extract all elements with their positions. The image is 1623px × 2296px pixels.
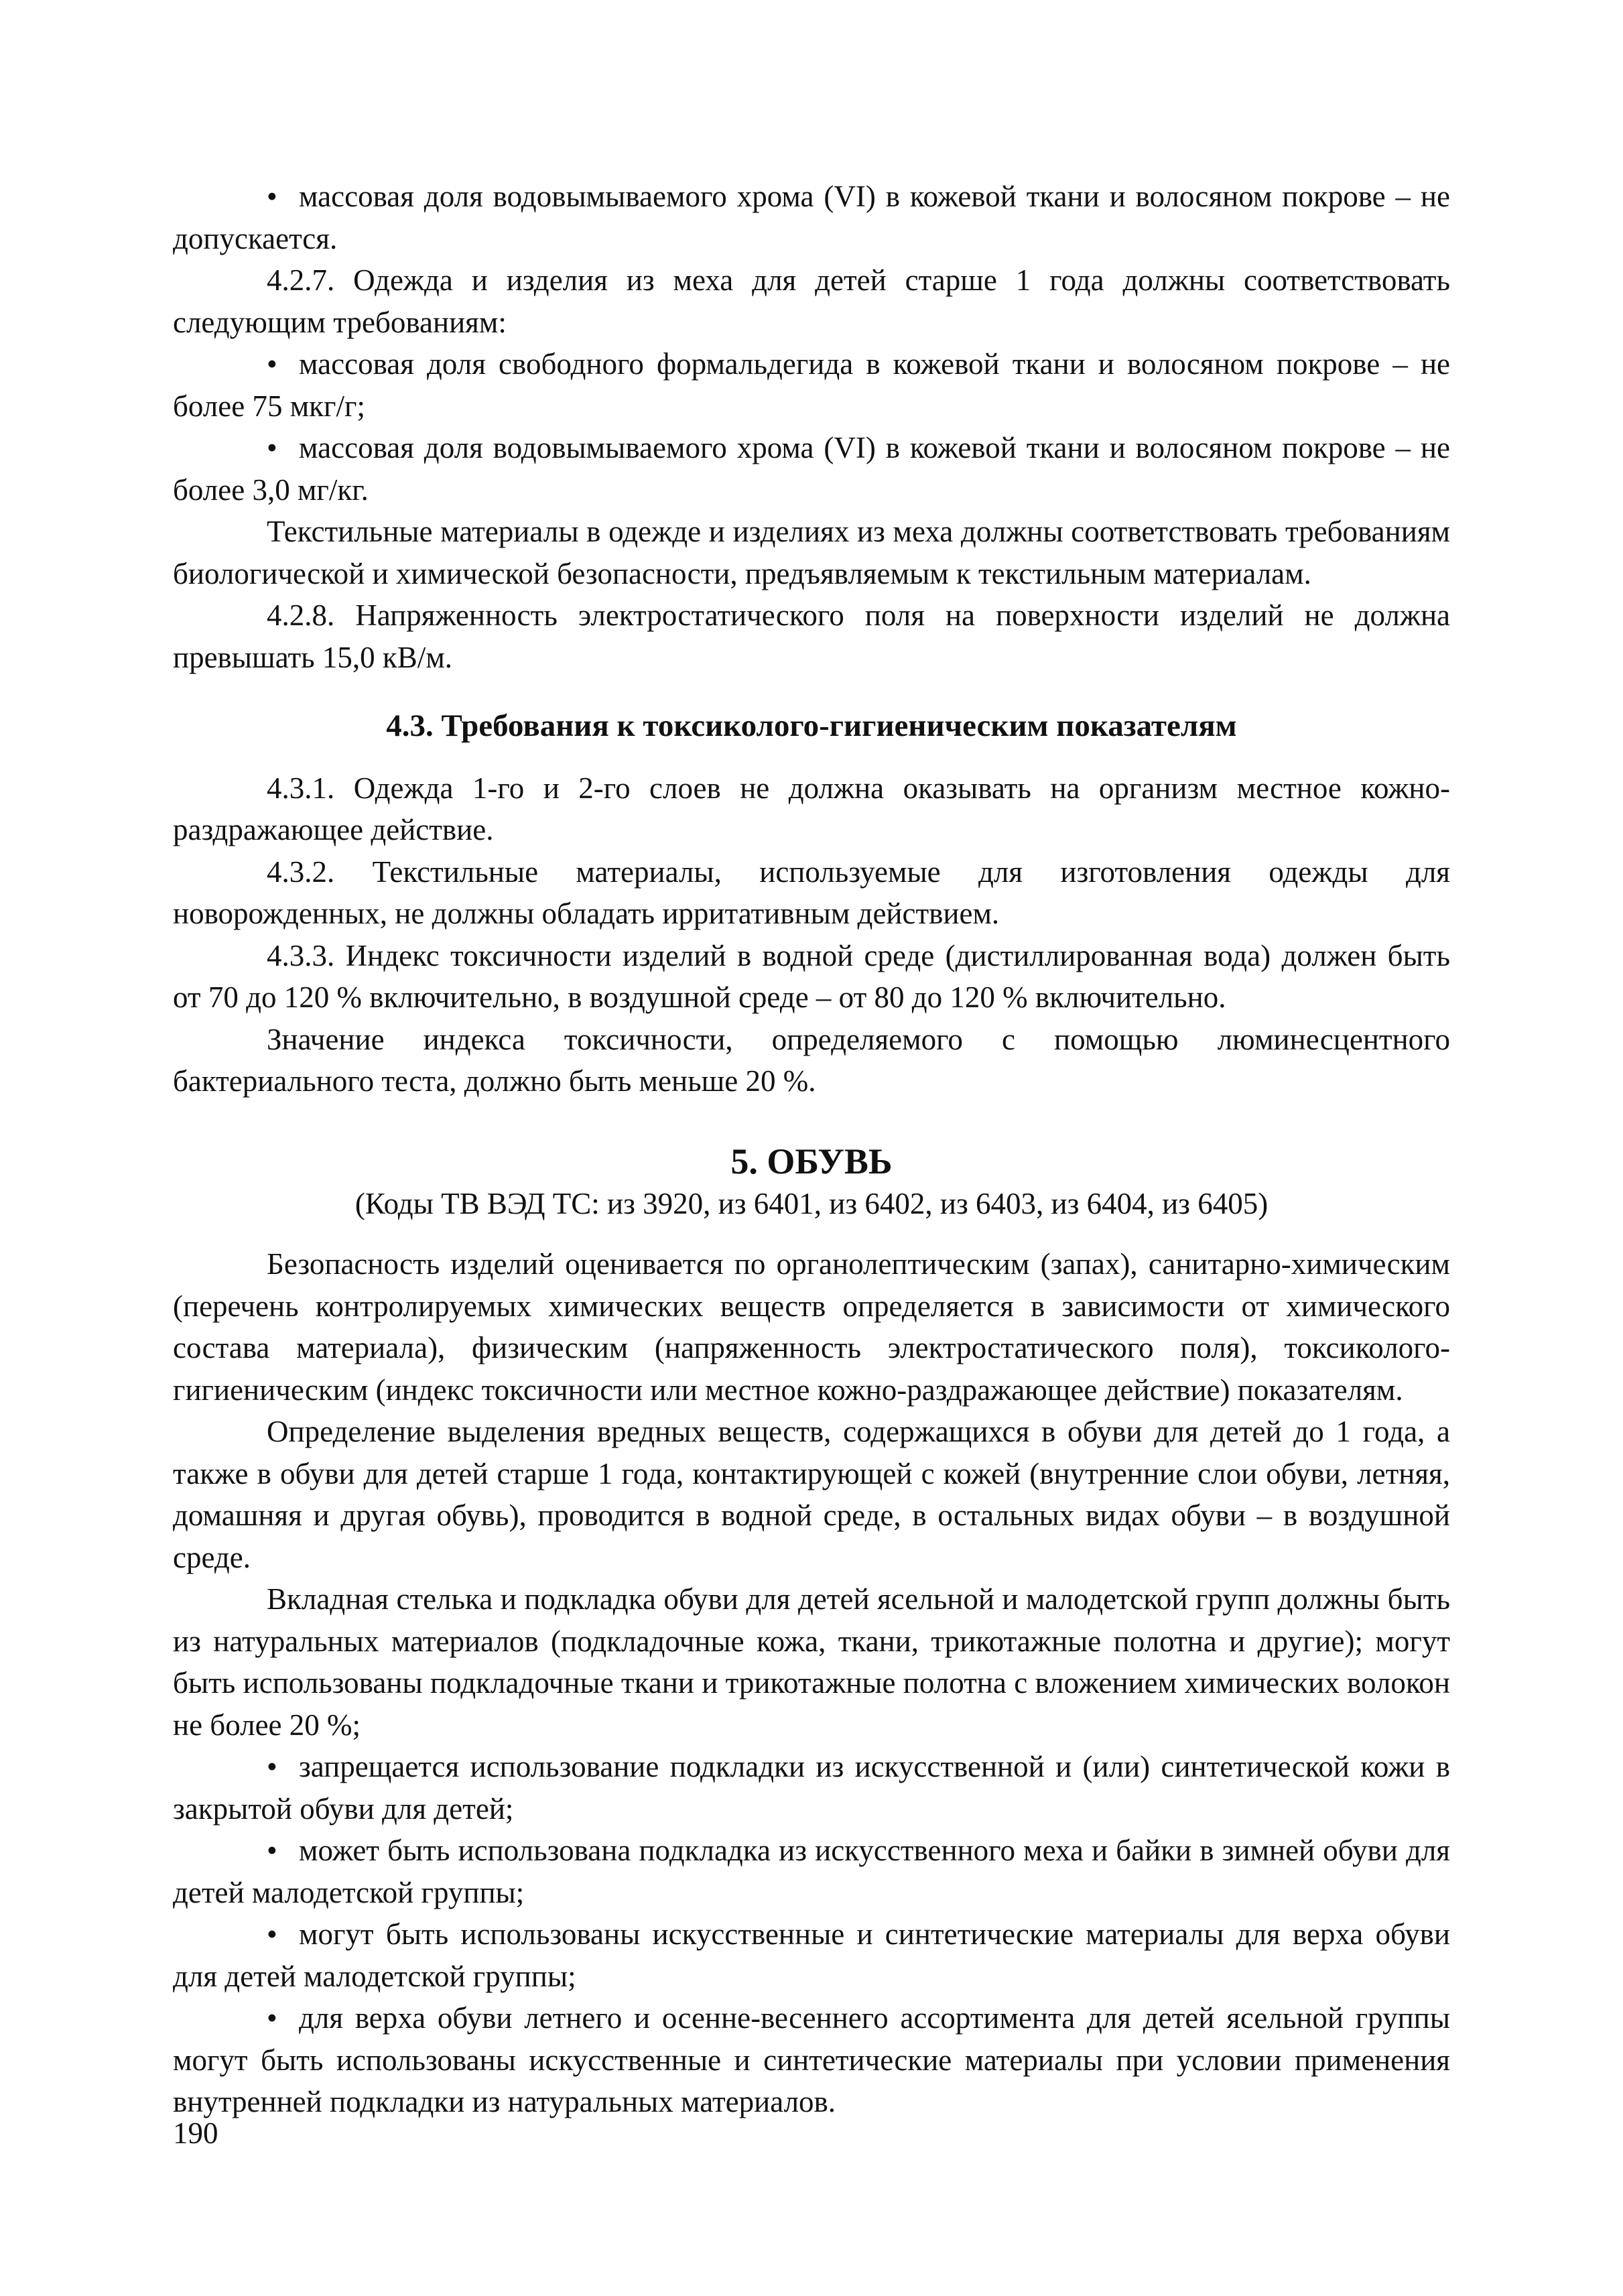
clause-4-3-1: 4.3.1. Одежда 1-го и 2-го слоев не должна оказывать на организм местное кожно-раздражающее действие. [173, 771, 1450, 846]
page-number: 190 [173, 2116, 218, 2150]
bullet-summer-footwear-upper: • для верха обуви летнего и осенне-весеннего ассортимента для детей ясельной группы могут быть использованы искусственные и синтетические материалы при условии применения внутренней подкладки из натуральных материалов. [173, 1997, 1450, 2123]
harmful-substances-paragraph: Определение выделения вредных веществ, содержащихся в обуви для детей до 1 года, а также в обуви для детей старше 1 года, контактирующей с кожей (внутренние слои обуви, летняя, домашняя и другая обувь), проводится в водной среде, в остальных видах обуви – в воздушной среде. [173, 1415, 1450, 1574]
insole-lining-paragraph: Вкладная стелька и подкладка обуви для детей ясельной и малодетской групп должны быть из натуральных материалов (подкладочные кожа, ткани, трикотажные полотна и другие); могут быть использованы подкладочные ткани и трикотажные полотна с вложением химических волокон не более 20 %; [173, 1582, 1450, 1742]
clause-4-3-3: 4.3.3. Индекс токсичности изделий в водной среде (дистиллированная вода) должен быть от 70 до 120 % включительно, в воздушной среде – от 80 до 120 % включительно. [173, 938, 1450, 1014]
bullet-chromium-fur-under-1: • массовая доля водовымываемого хрома (VI) в кожевой ткани и волосяном покрове – не допускается. [173, 176, 1450, 259]
textile-materials-paragraph: Текстильные материалы в одежде и изделиях из меха должны соответствовать требованиям биологической и химической безопасности, предъявляемым к текстильным материалам. [173, 515, 1450, 590]
subsection-heading-4-3: 4.3. Требования к токсиколого-гигиеническим показателям [386, 708, 1237, 743]
bullet-artificial-fur-lining: • может быть использована подкладка из искусственного меха и байки в зимней обуви для детей малодетской группы; [173, 1830, 1450, 1913]
bullet-artificial-leather-ban: • запрещается использование подкладки из искусственной и (или) синтетической кожи в закрытой обуви для детей; [173, 1746, 1450, 1830]
page-content [173, 176, 1450, 2123]
section-title: 5. ОБУВЬ [730, 1141, 893, 1182]
safety-assessment-paragraph: Безопасность изделий оценивается по органолептическим (запах), санитарно-химическим (перечень контролируемых химических веществ определяется в зависимости от химического состава материала), физическим (напряженность электростатического поля), токсиколого-гигиеническим (индекс токсичности или местное кожно-раздражающее действие) показателям. [173, 1247, 1450, 1407]
bullet-formaldehyde-over-1: • массовая доля свободного формальдегида в кожевой ткани и волосяном покрове – не более 75 мкг/г; [173, 343, 1450, 427]
bullet-synthetic-upper: • могут быть использованы искусственные и синтетические материалы для верха обуви для детей малодетской группы; [173, 1913, 1450, 1997]
section-codes: (Коды ТВ ВЭД ТС: из 3920, из 6401, из 6402, из 6403, из 6404, из 6405) [354, 1186, 1269, 1220]
toxicity-index-paragraph: Значение индекса токсичности, определяемого с помощью люминесцентного бактериального теста, должно быть меньше 20 %. [173, 1022, 1450, 1098]
clause-4-2-8: 4.2.8. Напряженность электростатического поля на поверхности изделий не должна превышать 15,0 кВ/м. [173, 598, 1450, 674]
clause-4-3-2: 4.3.2. Текстильные материалы, используемые для изготовления одежды для новорожденных, не должны обладать ирритативным действием. [173, 854, 1450, 930]
clause-4-2-7: 4.2.7. Одежда и изделия из меха для детей старше 1 года должны соответствовать следующим требованиям: [173, 263, 1450, 339]
bullet-chromium-over-1: • массовая доля водовымываемого хрома (VI) в кожевой ткани и волосяном покрове – не более 3,0 мг/кг. [173, 427, 1450, 511]
